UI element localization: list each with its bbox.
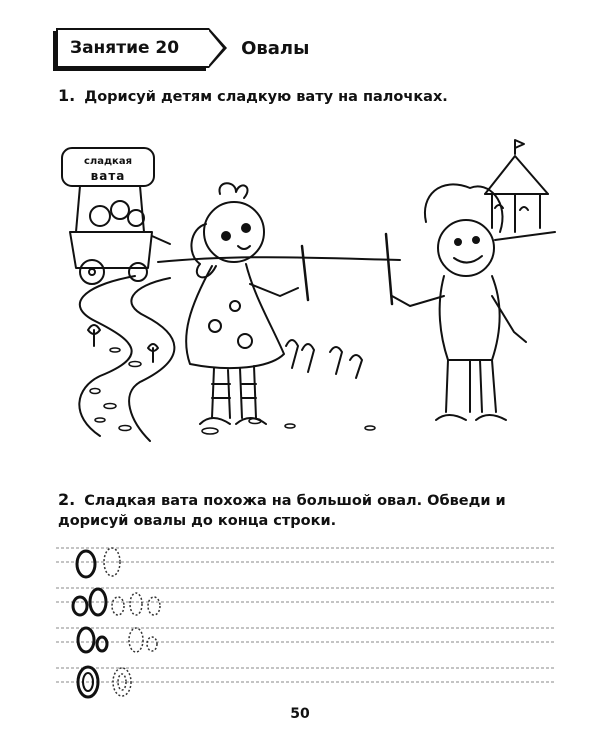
cotton-candy-cart	[62, 148, 170, 284]
boy-figure	[392, 184, 526, 420]
lesson-tag	[56, 28, 209, 68]
boy-stick	[386, 234, 392, 304]
path-pebbles	[90, 348, 375, 434]
path-right-edge	[129, 278, 174, 441]
cart-sign-line-1: сладкая	[83, 156, 133, 167]
lesson-topic: Овалы	[241, 37, 310, 59]
task-1-text: Дорисуй детям сладкую вату на палочках.	[84, 89, 448, 105]
task-2-text: Сладкая вата похожа на большой овал. Обведи и дорисуй овалы до конца строки.	[58, 493, 506, 529]
task-1-number: 1.	[58, 86, 76, 105]
cart-sign-line-2: вата	[90, 169, 126, 183]
lesson-header	[56, 28, 309, 68]
cotton-candy-illustration	[40, 136, 560, 446]
carousel	[485, 140, 548, 232]
girl-figure	[186, 183, 298, 424]
page-number: 50	[290, 706, 310, 722]
writing-guide-lines	[56, 548, 556, 682]
flowers	[88, 325, 362, 378]
task-2	[58, 490, 558, 531]
path-left-edge	[79, 276, 135, 436]
task-2-number: 2.	[58, 490, 76, 509]
ground-line-right	[495, 232, 555, 240]
girl-stick	[302, 246, 308, 300]
oval-tracing-rows	[56, 540, 556, 700]
oval-row-3[interactable]	[78, 628, 157, 652]
task-1	[58, 86, 558, 107]
lesson-number: Занятие 20	[70, 38, 180, 58]
